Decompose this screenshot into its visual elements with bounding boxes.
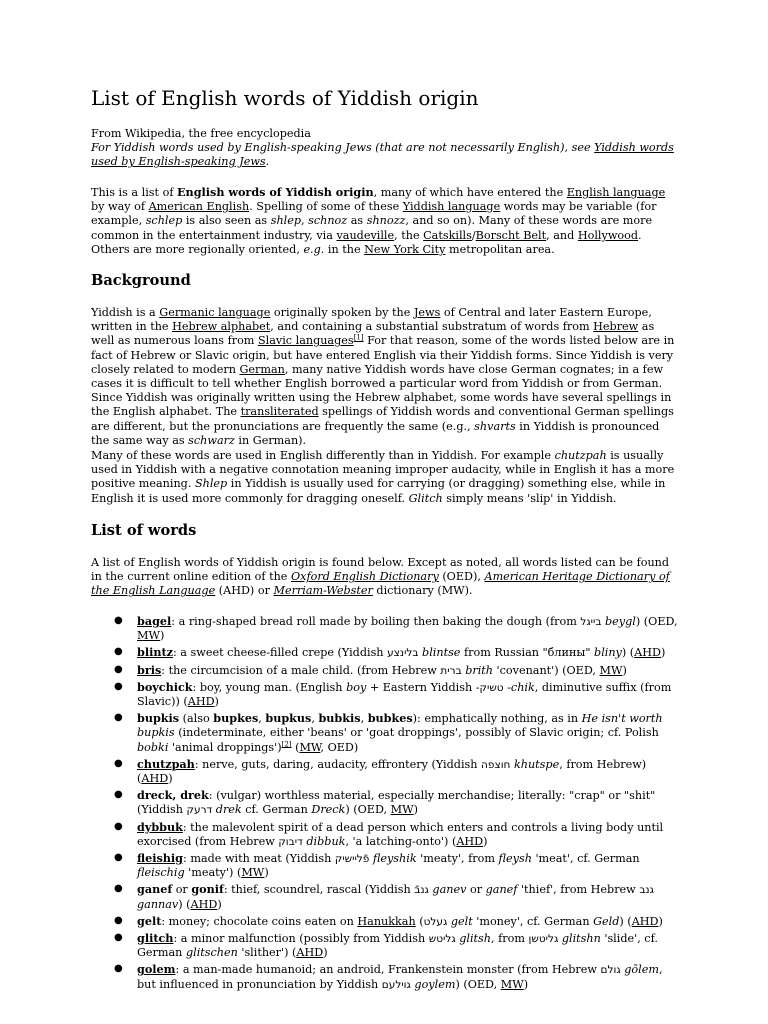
bullet-icon: ● xyxy=(114,680,123,692)
list-item-bupkis: ● bupkis (also bupkes, bupkus, bubkis, bubkes): emphatically nothing, as in He isn't worth bupkis (indeterminate, either 'beans' or 'goat droppings', possibly of Slavic origin; cf. Polish bobki 'animal droppings')[2] (MW, OED) xyxy=(114,711,663,754)
link-german[interactable]: German xyxy=(239,362,285,376)
list-item-chutzpah: ● chutzpah: nerve, guts, daring, audacity, effrontery (Yiddish חוצפה khutspe, from Hebrew) (AHD) xyxy=(114,756,647,786)
bullet-icon: ● xyxy=(114,914,123,926)
bold-term: English words of Yiddish origin xyxy=(177,185,374,199)
link-american-heritage-dictionary[interactable]: American Heritage Dictionary of the English Language xyxy=(91,570,670,598)
list-intro-paragraph: A list of English words of Yiddish origin is found below. Except as noted, all words listed can be found in the current online edition of the Oxford English Dictionary (OED), American Heritage Dictionary of the English Language (AHD) or Merriam-Webster dictionary (MW). xyxy=(91,556,670,598)
list-item-ganef: ● ganef or gonif: thief, scoundrel, rascal (Yiddish גנבֿ ganev or ganef 'thief', from Hebrew גנב gannav) (AHD) xyxy=(114,882,654,911)
link-jews[interactable]: Jews xyxy=(413,306,441,319)
list-item-bagel: ● bagel: a ring-shaped bread roll made by boiling then baking the dough (from בייגל beygl) (OED, MW) xyxy=(114,614,678,643)
list-item-gelt: ● gelt: money; chocolate coins eaten on Hanukkah (געלט gelt 'money', cf. German Geld) (AHD) xyxy=(114,913,663,928)
word-gonif: gonif xyxy=(191,882,224,897)
bullet-icon: ● xyxy=(114,615,123,626)
reference-2[interactable]: [2] xyxy=(281,739,292,748)
heading-list-of-words: List of words xyxy=(91,522,197,539)
bullet-icon: ● xyxy=(114,883,123,895)
word-bupkis: bupkis xyxy=(137,711,180,726)
ref-ahd[interactable]: AHD xyxy=(634,646,661,660)
link-oxford-english-dictionary[interactable]: Oxford English Dictionary xyxy=(290,570,439,584)
word-link-fleishig[interactable]: fleishig xyxy=(137,851,184,866)
ref-mw[interactable]: MW xyxy=(500,977,524,991)
word-link-golem[interactable]: golem xyxy=(137,962,176,977)
bullet-icon: ● xyxy=(114,932,123,944)
list-item-boychick: ● boychick: boy, young man. (English boy + Eastern Yiddish -טשיק -chik, diminutive suffix (from Slavic)) (AHD) xyxy=(114,679,672,709)
link-germanic-language[interactable]: Germanic language xyxy=(159,306,271,319)
word-link-chutzpah[interactable]: chutzpah xyxy=(137,756,195,771)
list-item-dybbuk: ● dybbuk: the malevolent spirit of a dead person which enters and controls a living body until exorcised (from Hebrew דיבוק dibbuk, 'a latching-onto') (AHD) xyxy=(114,819,664,848)
bullet-icon: ● xyxy=(114,663,123,675)
ref-mw[interactable]: MW xyxy=(599,663,623,677)
word-link-bagel[interactable]: bagel xyxy=(137,614,172,628)
ref-mw[interactable]: MW xyxy=(390,803,414,817)
bullet-icon: ● xyxy=(114,712,123,724)
bullet-icon: ● xyxy=(114,646,123,658)
word-gelt: gelt xyxy=(137,913,162,928)
page-title: List of English words of Yiddish origin xyxy=(91,86,479,110)
bullet-icon: ● xyxy=(114,757,123,769)
ref-ahd[interactable]: AHD xyxy=(631,914,659,928)
word-link-dybbuk[interactable]: dybbuk xyxy=(137,819,183,834)
link-hebrew[interactable]: Hebrew xyxy=(593,320,639,334)
link-hanukkah[interactable]: Hanukkah xyxy=(357,914,416,928)
word-boychick: boychick xyxy=(137,679,193,694)
ref-ahd[interactable]: AHD xyxy=(296,946,324,960)
list-item-bris: ● bris: the circumcision of a male child. (from Hebrew ברית brith 'covenant') (OED, MW) xyxy=(114,662,627,677)
ref-ahd[interactable]: AHD xyxy=(456,834,484,848)
link-english-language[interactable]: English language xyxy=(566,186,666,199)
reference-1[interactable]: [1] xyxy=(353,333,364,342)
from-wikipedia-tagline: From Wikipedia, the free encyclopedia xyxy=(91,127,311,140)
ref-ahd[interactable]: AHD xyxy=(141,772,169,786)
ref-mw[interactable]: MW xyxy=(241,866,265,880)
link-vaudeville[interactable]: vaudeville xyxy=(336,228,395,242)
link-new-york-city[interactable]: New York City xyxy=(364,242,446,256)
link-catskills[interactable]: Catskills xyxy=(423,228,472,242)
bullet-icon: ● xyxy=(114,852,123,864)
word-link-bris[interactable]: bris xyxy=(137,662,162,677)
list-item-dreck: ● dreck, drek: (vulgar) worthless material, especially merchandise; literally: "crap" or "shit" (Yiddish דרעק drek cf. German Dreck) (OED, MW) xyxy=(114,788,656,817)
intro-paragraph: This is a list of English words of Yiddish origin, many of which have entered the English language by way of American English. Spelling of some of these Yiddish language words may be variable (for example, schlep is also seen as shlep, schnoz as shnozz, and so on). Many of these words are more common in the entertainment industry, via vaudeville, the Catskills/Borscht Belt, and Hollywood. Others are more regionally oriented, e.g. in the New York City metropolitan area. xyxy=(91,185,666,256)
word-ganef: ganef xyxy=(137,882,173,897)
link-yiddish-language[interactable]: Yiddish language xyxy=(402,200,501,214)
bullet-icon: ● xyxy=(114,963,123,975)
heading-background: Background xyxy=(91,272,191,289)
ref-mw[interactable]: MW xyxy=(299,740,321,754)
list-item-glitch: ● glitch: a minor malfunction (possibly from Yiddish גליטש glitsh, from גליטשן glitshn 'slide', cf. German glitschen 'slither') (AHD) xyxy=(114,931,658,960)
word-list xyxy=(91,614,681,994)
ref-ahd[interactable]: AHD xyxy=(187,695,215,709)
hatnote-link[interactable]: Yiddish words used by English-speaking Jews xyxy=(91,141,674,169)
link-hollywood[interactable]: Hollywood xyxy=(577,228,639,242)
link-borscht-belt[interactable]: Borscht Belt xyxy=(475,228,547,242)
list-item-golem: ● golem: a man-made humanoid; an android, Frankenstein monster (from Hebrew גולם gōlem, but influenced in pronunciation by Yiddish גוילעם goylem) (OED, MW) xyxy=(114,962,663,991)
background-paragraph-2: Many of these words are used in English differently than in Yiddish. For example chutzpah is usually used in Yiddish with a negative connotation meaning improper audacity, while in English it has a more positive meaning. Shlep in Yiddish is usually used for carrying (or dragging) something else, while in English it is used more commonly for dragging oneself. Glitch simply means 'slip' in Yiddish. xyxy=(91,449,675,505)
link-american-english[interactable]: American English xyxy=(148,200,250,214)
word-link-blintz[interactable]: blintz xyxy=(137,645,173,660)
link-hebrew-alphabet[interactable]: Hebrew alphabet xyxy=(172,320,271,334)
ref-ahd[interactable]: AHD xyxy=(190,897,218,911)
link-transliterated[interactable]: transliterated xyxy=(240,405,319,419)
bullet-icon: ● xyxy=(114,789,123,801)
background-paragraph-1: Yiddish is a Germanic language originally spoken by the Jews of Central and later Eastern Europe, written in the Hebrew alphabet, and containing a substantial substratum of words from Hebrew as well as numerous loans from Slavic languages[1] For that reason, some of the words listed below are in fact of Hebrew or Slavic origin, but have entered English via their Yiddish forms. Since Yiddish is very closely related to modern German, many native Yiddish words have close German cognates; in a few cases it is difficult to tell whether English borrowed a particular word from Yiddish or from German. Since Yiddish was originally written using the Hebrew alphabet, some words have several spellings in the English alphabet. The transliterated spellings of Yiddish words and conventional German spellings are different, but the pronunciations are frequently the same (e.g., shvarts in Yiddish is pronounced the same way as schwarz in German). xyxy=(91,306,675,447)
ref-mw[interactable]: MW xyxy=(137,629,160,643)
list-item-fleishig: ● fleishig: made with meat (Yiddish פֿליישיק fleyshik 'meaty', from fleysh 'meat', cf. German fleischig 'meaty') (MW) xyxy=(114,851,640,880)
hatnote: For Yiddish words used by English-speaking Jews (that are not necessarily English), see Yiddish words used by English-speaking Jews. xyxy=(91,141,674,169)
word-dreck: dreck, drek xyxy=(137,788,209,803)
link-merriam-webster[interactable]: Merriam-Webster xyxy=(273,584,373,598)
word-link-glitch[interactable]: glitch xyxy=(137,931,174,946)
link-slavic-languages[interactable]: Slavic languages xyxy=(257,334,354,348)
bullet-icon: ● xyxy=(114,820,123,832)
list-item-blintz: ● blintz: a sweet cheese-filled crepe (Yiddish בלינצע blintse from Russian "блины" bliny) (AHD) xyxy=(114,645,666,660)
